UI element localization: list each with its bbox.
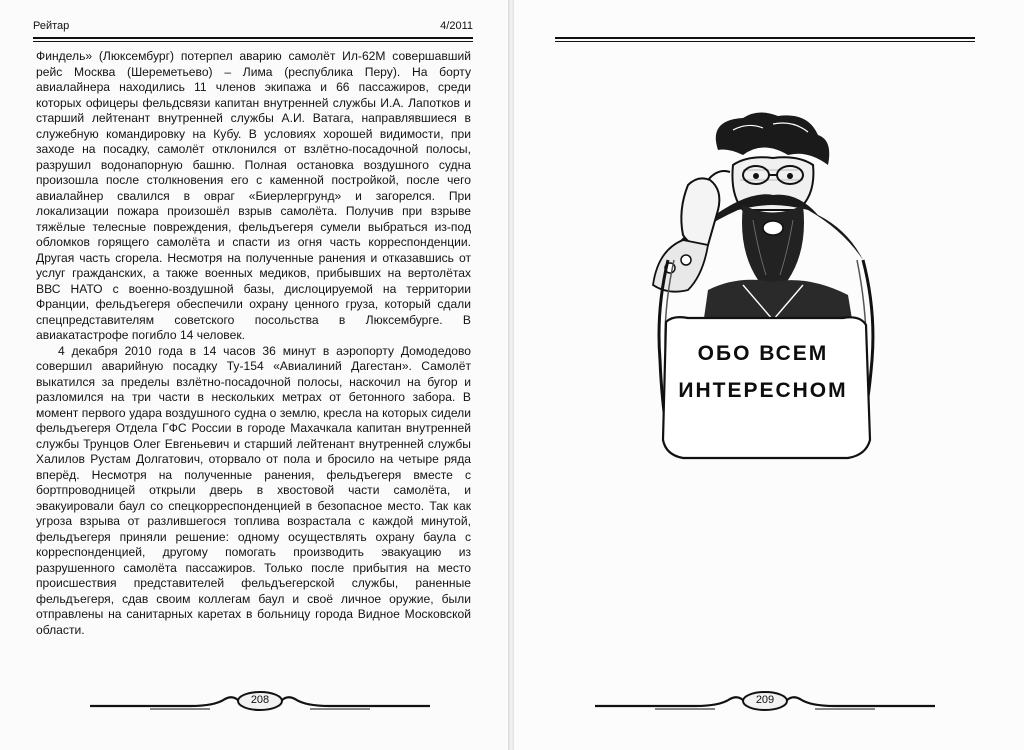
left-footer-ornament: [90, 690, 430, 714]
issue-number: 4/2011: [440, 20, 473, 32]
right-footer-ornament: [595, 690, 935, 714]
paragraph-2: 4 декабря 2010 года в 14 часов 36 минут в аэропорту Домодедово совершил аварийную посадку Ту-154 «Авиалиний Дагестан». Самолёт выкатился за пределы взлётно-посадочной полосы, наскочил на бугор и разломился на три части в нескольких метрах от бетонного забора. В момент первого удара воздушного судна о землю, кресла на которых сидели фельдъегеря Отдела ГФС России в городе Махачкала капитан внутренней службы Трунцов Олег Евгеньевич и старший лейтенант внутренней службы Халилов Рустам Долгатович, оторвало от пола и бросило на четыре ряда вперёд. Несмотря на полученные ранения, фельдъегеря вместе с бортпроводницей открыли дверь в хвостовой части самолёта, и эвакуировали баул со спецкорреспонденцией в безопасное место. Так как угроза взрыва от разлившегося топлива возрастала с каждой минутой, фельдъегеря приняли решение: одному осуществлять охрану баула с корреспонденцией, другому помогать производить эвакуацию из разрушенного самолёта пассажиров. Только после прибытия на место происшествия представителей фельдъегерской службы, раненные фельдъегеря, сдав своим коллегам баул и своё личное оружие, были отправлены на санитарных каретах в больницу города Видное Московской области.: [36, 343, 471, 637]
right-header-rule: [555, 37, 975, 39]
paragraph-1: Финдель» (Люксембург) потерпел аварию самолёт Ил-62М совершавший рейс Москва (Шереметьево) – Лима (республика Перу). На борту авиалайнера находились 11 членов экипажа и 66 пассажиров, среди которых офицеры фельдсвязи капитан внутренней службы И.А. Лапотков и старший лейтенант внутренней службы А.И. Ватага, направлявшиеся в служебную командировку на Кубу. В условиях хорошей видимости, при заходе на посадку, самолёт отклонился от взлётно-посадочной полосы, разрушил водонапорную башню. Полная остановка воздушного судна произошла после столкновения его с каменной постройкой, после чего авиалайнер свалился в овраг «Биерлергрунд» и загорелся. При локализации пожара произошёл взрыв самолёта. Получив при взрыве тяжёлые телесные повреждения, фельдъегеря сумели выбраться из-под обломков горящего самолёта и спасти из огня часть корреспонденции. Другая часть сгорела. Несмотря на полученные ранения и отказавшись от услуг гражданских, а также военных медиков, прибывших на вертолётах ВВС НАТО с военно-воздушной базы, дислоцируемой на территории Франции, фельдъегеря обеспечили охрану ценного груза, который сдали спецпредставителям советского посольства в Люксембурге. В авиакатастрофе погибло 14 человек.: [36, 49, 471, 342]
magazine-title: Рейтар: [33, 20, 70, 32]
article-body: [36, 49, 471, 638]
heading-line-2: ИНТЕРЕСНОМ: [678, 379, 848, 402]
header-rule-thin: [33, 41, 473, 42]
running-head: [33, 20, 473, 36]
right-header-rule-thin: [555, 41, 975, 42]
heading-line-1: ОБО ВСЕМ: [697, 342, 829, 365]
section-heading: [664, 335, 862, 409]
book-gutter: [508, 0, 514, 750]
page-number-right: 209: [755, 694, 775, 706]
page-number-left: 208: [250, 694, 270, 706]
caricature-illustration: [648, 110, 878, 470]
header-rule: [33, 37, 473, 39]
